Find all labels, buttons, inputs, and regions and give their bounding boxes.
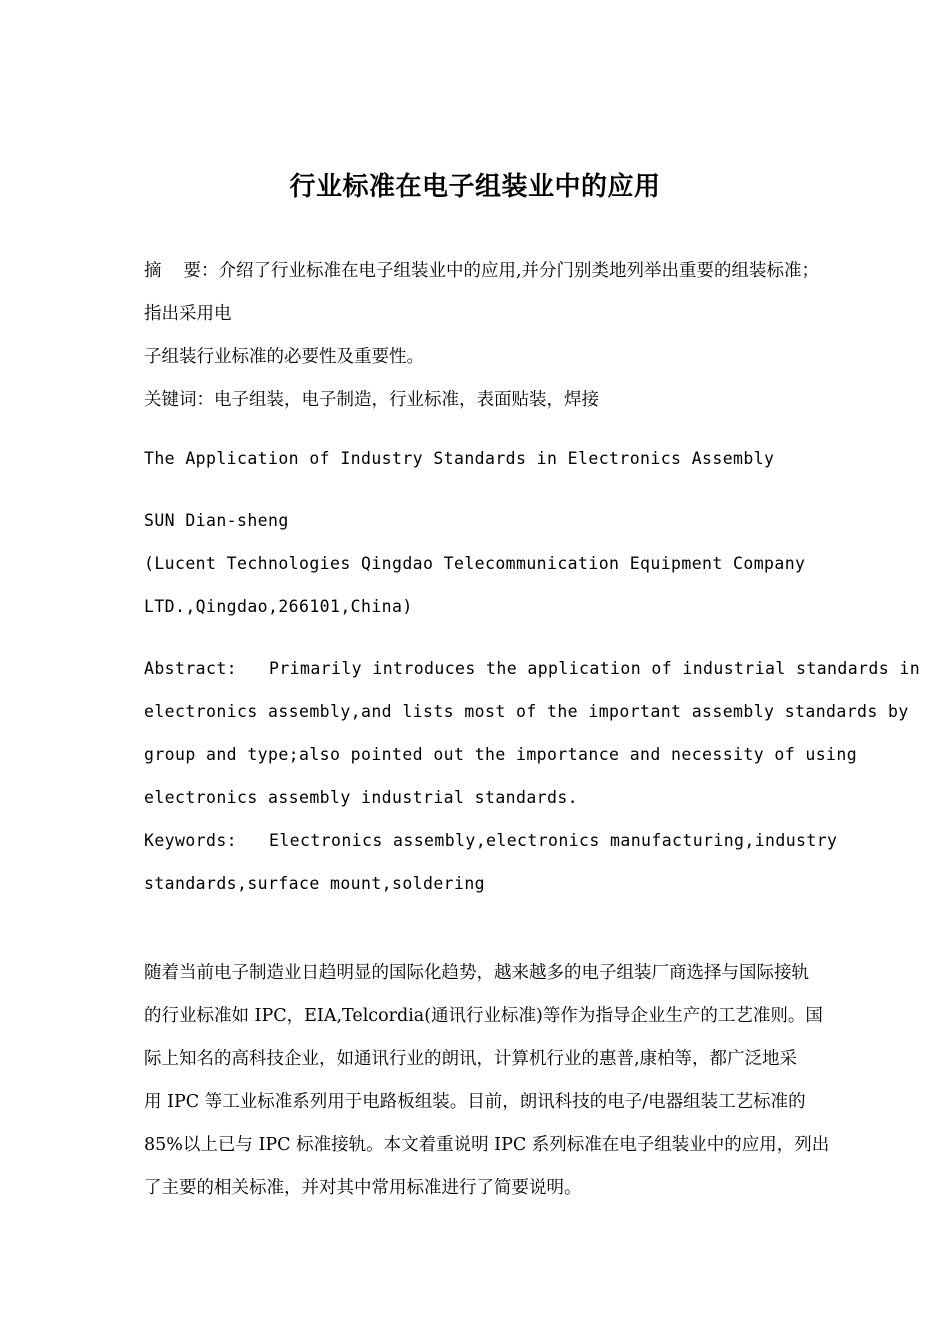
affiliation-line-1: (Lucent Technologies Qingdao Telecommunication Equipment Company	[144, 554, 806, 573]
affiliation-line-2: LTD.,Qingdao,266101,China)	[144, 597, 413, 616]
keywords-en-line-1	[144, 831, 837, 850]
keywords-en-line-2: standards,surface mount,soldering	[144, 874, 486, 893]
abstract-en-line-4: electronics assembly industrial standards.	[144, 788, 579, 807]
abstract-cn-line-1	[144, 257, 819, 282]
abstract-cn-line-3: 子组装行业标准的必要性及重要性。	[144, 347, 424, 367]
abstract-en-line-2: electronics assembly,and lists most of the important assembly standards by	[144, 702, 909, 721]
abstract-cn-text-1: 介绍了行业标准在电子组装业中的应用,并分门别类地列举出重要的组装标准；	[218, 261, 820, 281]
keywords-en-label: Keywords:	[144, 831, 238, 850]
keywords-en-text-1: Electronics assembly,electronics manufacturing,industry	[269, 831, 838, 850]
abstract-en-line-3: group and type;also pointed out the importance and necessity of using	[144, 745, 858, 764]
document-title: 行业标准在电子组装业中的应用	[289, 172, 661, 202]
abstract-cn-line-2: 指出采用电	[144, 304, 232, 324]
abstract-en-label: Abstract:	[144, 659, 238, 678]
body-line-4: 用 IPC 等工业标准系列用于电路板组装。目前，朗讯科技的电子/电器组装工艺标准的	[144, 1092, 806, 1112]
body-line-2: 的行业标准如 IPC，EIA,Telcordia(通讯行业标准)等作为指导企业生产的工艺准则。国	[144, 1006, 823, 1026]
body-line-5: 85%以上已与 IPC 标准接轨。本文着重说明 IPC 系列标准在电子组装业中的应用，列出	[144, 1135, 830, 1155]
abstract-cn-label-a: 摘	[144, 261, 162, 281]
body-line-1: 随着当前电子制造业日趋明显的国际化趋势，越来越多的电子组装厂商选择与国际接轨	[144, 963, 809, 983]
abstract-en-text-1: Primarily introduces the application of industrial standards in	[269, 659, 921, 678]
body-line-3: 际上知名的高科技企业，如通讯行业的朗讯，计算机行业的惠普,康柏等，都广泛地采	[144, 1049, 798, 1069]
body-line-6: 了主要的相关标准，并对其中常用标准进行了简要说明。	[144, 1178, 582, 1198]
abstract-cn-label-b: 要：	[183, 261, 219, 281]
english-author: SUN Dian-sheng	[144, 511, 289, 530]
keywords-cn: 关键词：电子组装，电子制造，行业标准，表面贴装，焊接	[144, 390, 599, 410]
abstract-en-line-1	[144, 659, 920, 678]
english-title: The Application of Industry Standards in Electronics Assembly	[144, 449, 775, 468]
